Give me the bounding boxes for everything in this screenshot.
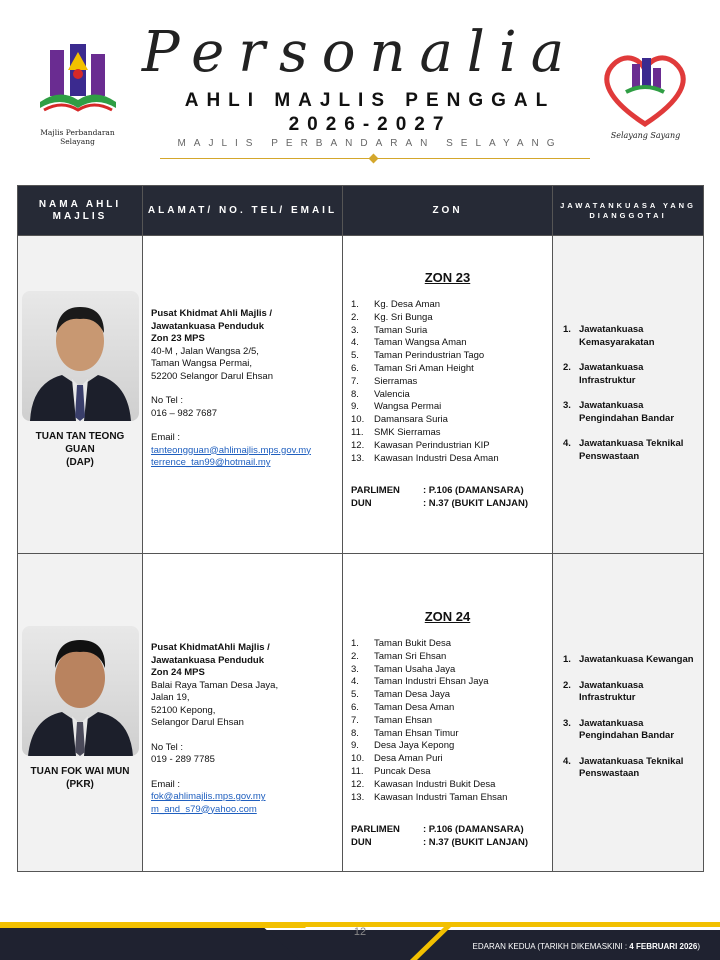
address-line: Selangor Darul Ehsan [151, 717, 244, 728]
header-name: NAMA AHLI MAJLIS [18, 186, 143, 236]
list-item: 1. Kg. Desa Aman [351, 299, 441, 310]
email-label: Email : [151, 432, 181, 443]
list-item: 10. Damansara Suria [351, 414, 448, 426]
dun-label: DUN [351, 836, 372, 848]
area-list [343, 299, 552, 465]
tel-label: No Tel : [151, 741, 184, 753]
office-line: Jawatankuasa Penduduk [151, 320, 264, 332]
address-line: Balai Raya Taman Desa Jaya, [151, 679, 279, 691]
list-item: 1. Jawatankuasa Kemasyarakatan [563, 324, 655, 348]
list-item: 2. Kg. Sri Bunga [351, 311, 433, 323]
area-list [343, 638, 552, 804]
address-line: 52100 Kepong, [151, 704, 216, 716]
list-item: 10. Desa Aman Puri [351, 753, 443, 765]
list-item: 7. Sierramas [351, 375, 418, 387]
dun-value: : N.37 (BUKIT LANJAN) [423, 836, 529, 848]
list-item: 3. Jawatankuasa Pengindahan Bandar [563, 717, 675, 741]
member-photo [22, 626, 139, 756]
email-link[interactable]: tanteongguan@ahlimajlis.mps.gov.my [151, 444, 311, 456]
office-zone: Zon 23 MPS [151, 333, 205, 344]
committees-cell [553, 554, 704, 872]
list-item: 4. Jawatankuasa Teknikal Penswastaan [563, 755, 684, 779]
table-header-row [18, 186, 704, 236]
office-line: Pusat KhidmatAhli Majlis / [151, 642, 270, 653]
list-item: 3. Jawatankuasa Pengindahan Bandar [563, 400, 675, 424]
members-table [17, 185, 704, 872]
parlimen-value: : P.106 (DAMANSARA) [423, 485, 524, 497]
list-item: 2. Taman Sri Ehsan [351, 650, 447, 662]
header-committees: JAWATANKUASA YANG DIANGGOTAI [553, 186, 704, 236]
parlimen-label: PARLIMEN [351, 485, 400, 497]
committees-cell [553, 236, 704, 554]
committee-list [553, 324, 703, 463]
member-cell [18, 236, 143, 554]
address-line: Jalan 19, [151, 692, 190, 703]
tel-number: 016 – 982 7687 [151, 407, 218, 419]
council-name: MAJLIS PERBANDARAN SELAYANG [177, 138, 563, 149]
diamond-icon [369, 154, 379, 164]
member-name: TUAN FOK WAI MUN [30, 766, 130, 777]
address-cell [143, 554, 343, 872]
list-item: 8. Valencia [351, 388, 410, 400]
tel-number: 019 - 289 7785 [151, 754, 215, 765]
list-item: 11. SMK Sierramas [351, 426, 441, 438]
logo-right-caption: Selayang Sayang [610, 131, 681, 140]
list-item: 4. Jawatankuasa Teknikal Penswastaan [563, 438, 684, 462]
list-item: 12. Kawasan Perindustrian KIP [351, 439, 490, 451]
list-item: 6. Taman Desa Aman [351, 701, 455, 713]
list-item: 11. Puncak Desa [351, 765, 431, 777]
revision-note: EDARAN KEDUA (TARIKH DIKEMASKINI : 4 FEBRUARI 2026) [472, 942, 700, 951]
list-item: 6. Taman Sri Aman Height [351, 362, 474, 374]
page-title: AHLI MAJLIS PENGGAL [184, 90, 556, 111]
constituency-info [343, 485, 552, 510]
page-number: 12 [353, 926, 367, 938]
list-item: 5. Taman Desa Jaya [351, 689, 451, 701]
email-link[interactable]: fok@ahlimajlis.mps.gov.my [151, 791, 266, 802]
list-item: 5. Taman Perindustrian Tago [351, 350, 485, 362]
email-link[interactable]: m_and_s79@yahoo.com [151, 803, 257, 815]
office-line: Jawatankuasa Penduduk [151, 654, 264, 666]
email-label: Email : [151, 778, 181, 790]
dun-value: : N.37 (BUKIT LANJAN) [423, 497, 529, 509]
list-item: 13. Kawasan Industri Desa Aman [351, 452, 499, 464]
list-item: 7. Taman Ehsan [351, 714, 433, 726]
address-cell [143, 236, 343, 554]
address-line: Taman Wangsa Permai, [151, 358, 253, 369]
list-item: 4. Taman Wangsa Aman [351, 337, 467, 349]
table-row [18, 236, 704, 554]
address-line: 40-M , Jalan Wangsa 2/5, [151, 345, 259, 357]
header-address: ALAMAT/ NO. TEL/ EMAIL [143, 186, 343, 236]
list-item: 8. Taman Ehsan Timur [351, 727, 459, 739]
zone-cell [343, 236, 553, 554]
list-item: 3. Taman Usaha Jaya [351, 663, 456, 675]
dun-label: DUN [351, 497, 372, 509]
member-party: (DAP) [66, 457, 94, 468]
member-party: (PKR) [66, 779, 94, 790]
parlimen-value: : P.106 (DAMANSARA) [423, 824, 524, 836]
term-years: 2026-2027 [288, 114, 452, 135]
committee-list [553, 654, 703, 781]
list-item: 12. Kawasan Industri Bukit Desa [351, 778, 496, 790]
list-item: 9. Desa Jaya Kepong [351, 740, 455, 752]
list-item: 4. Taman Industri Ehsan Jaya [351, 676, 489, 688]
list-item: 1. Taman Bukit Desa [351, 638, 452, 649]
list-item: 1. Jawatankuasa Kewangan [563, 654, 694, 665]
list-item: 2. Jawatankuasa Infrastruktur [563, 362, 644, 386]
email-link[interactable]: terrence_tan99@hotmail.my [151, 457, 271, 468]
logo-left-caption: Majlis Perbandaran Selayang [40, 128, 115, 146]
address-line: 52200 Selangor Darul Ehsan [151, 370, 274, 382]
list-item: 2. Jawatankuasa Infrastruktur [563, 679, 644, 703]
constituency-info [343, 824, 552, 849]
page-script-title: Personalia [141, 20, 579, 85]
office-zone: Zon 24 MPS [151, 667, 205, 678]
zone-title: ZON 23 [424, 270, 471, 285]
parlimen-label: PARLIMEN [351, 824, 400, 836]
member-name: TUAN TAN TEONG GUAN [35, 431, 125, 455]
zone-title: ZON 24 [424, 609, 471, 624]
table-row [18, 554, 704, 872]
header-zone: ZON [343, 186, 553, 236]
member-cell [18, 554, 143, 872]
zone-cell [343, 554, 553, 872]
member-photo [22, 291, 139, 421]
office-line: Pusat Khidmat Ahli Majlis / [151, 308, 273, 319]
tel-label: No Tel : [151, 395, 184, 406]
list-item: 3. Taman Suria [351, 324, 428, 336]
list-item: 13. Kawasan Industri Taman Ehsan [351, 791, 508, 803]
list-item: 9. Wangsa Permai [351, 401, 442, 413]
